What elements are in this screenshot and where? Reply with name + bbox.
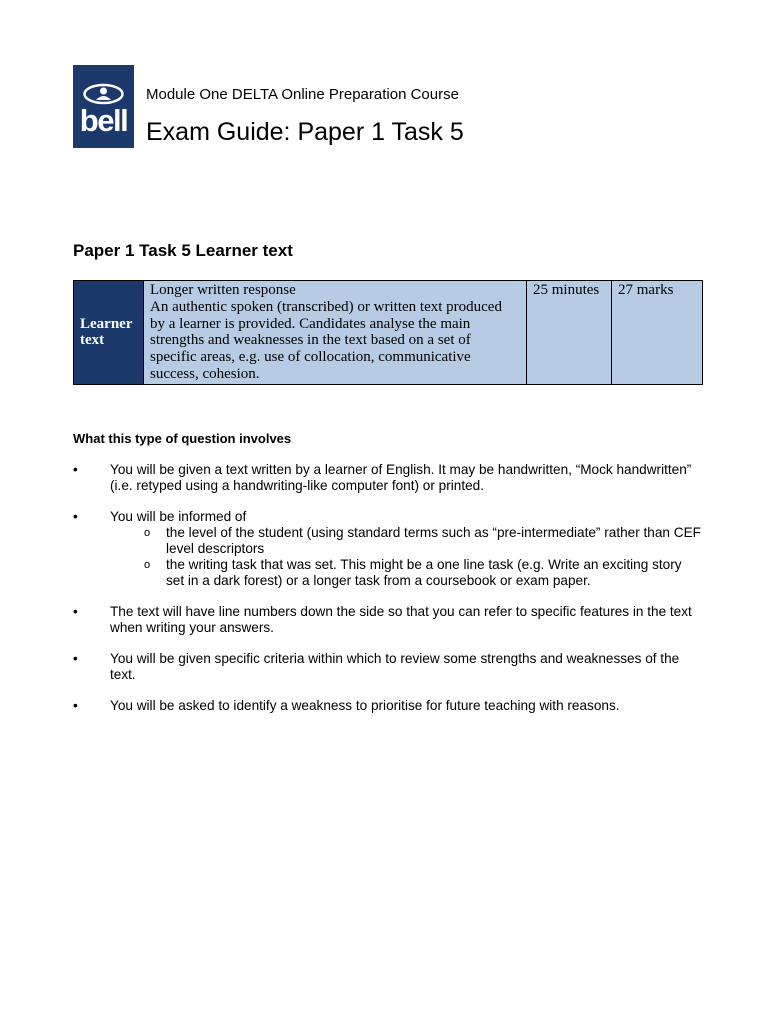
involves-list [73, 462, 703, 729]
task-description-cell [144, 281, 527, 385]
informed-of-list [110, 525, 703, 589]
list-item-text: You will be asked to identify a weakness to prioritise for future teaching with reasons. [110, 698, 620, 713]
course-name: Module One DELTA Online Preparation Course [146, 86, 459, 103]
sub-list-item: o the writing task that was set. This might be a one line task (e.g. Write an exciting story set in a dark forest) or a longer task from a coursebook or exam paper. [110, 557, 703, 589]
task-marks-cell: 27 marks [612, 281, 703, 385]
list-item [73, 604, 703, 636]
list-item [73, 651, 703, 683]
page-title: Exam Guide: Paper 1 Task 5 [146, 118, 464, 146]
bell-logo [73, 65, 134, 148]
task-row [74, 281, 703, 385]
list-item-text: You will be given a text written by a learner of English. It may be handwritten, “Mock handwritten” (i.e. retyped using a handwriting-like computer font) or printed. [110, 462, 692, 493]
list-item-text: The text will have line numbers down the side so that you can refer to specific features in the text when writing your answers. [110, 604, 692, 635]
task-label-cell: Learner text [74, 281, 144, 385]
list-item-text: You will be given specific criteria within which to review some strengths and weaknesses of the text. [110, 651, 680, 682]
list-item [73, 462, 703, 494]
task-description-text: An authentic spoken (transcribed) or written text produced by a learner is provided. Candidates analyse the main strengths and weaknesses in the text based on a set of specific areas, e.g. use of collocation, communicative success, cohesion. [150, 298, 502, 382]
involves-heading: What this type of question involves [73, 431, 292, 446]
sub-list-item: o the level of the student (using standard terms such as “pre-intermediate” rather than CEF level descriptors [110, 525, 703, 557]
list-item-text: You will be informed of [110, 509, 247, 524]
list-item [73, 698, 703, 714]
task-description-heading: Longer written response [150, 282, 296, 298]
logo-wordmark: bell [79, 103, 128, 138]
task-time-cell: 25 minutes [527, 281, 612, 385]
bell-emblem-icon [81, 83, 126, 105]
task-table [73, 280, 703, 385]
section-title: Paper 1 Task 5 Learner text [73, 241, 293, 260]
list-item [73, 509, 703, 589]
